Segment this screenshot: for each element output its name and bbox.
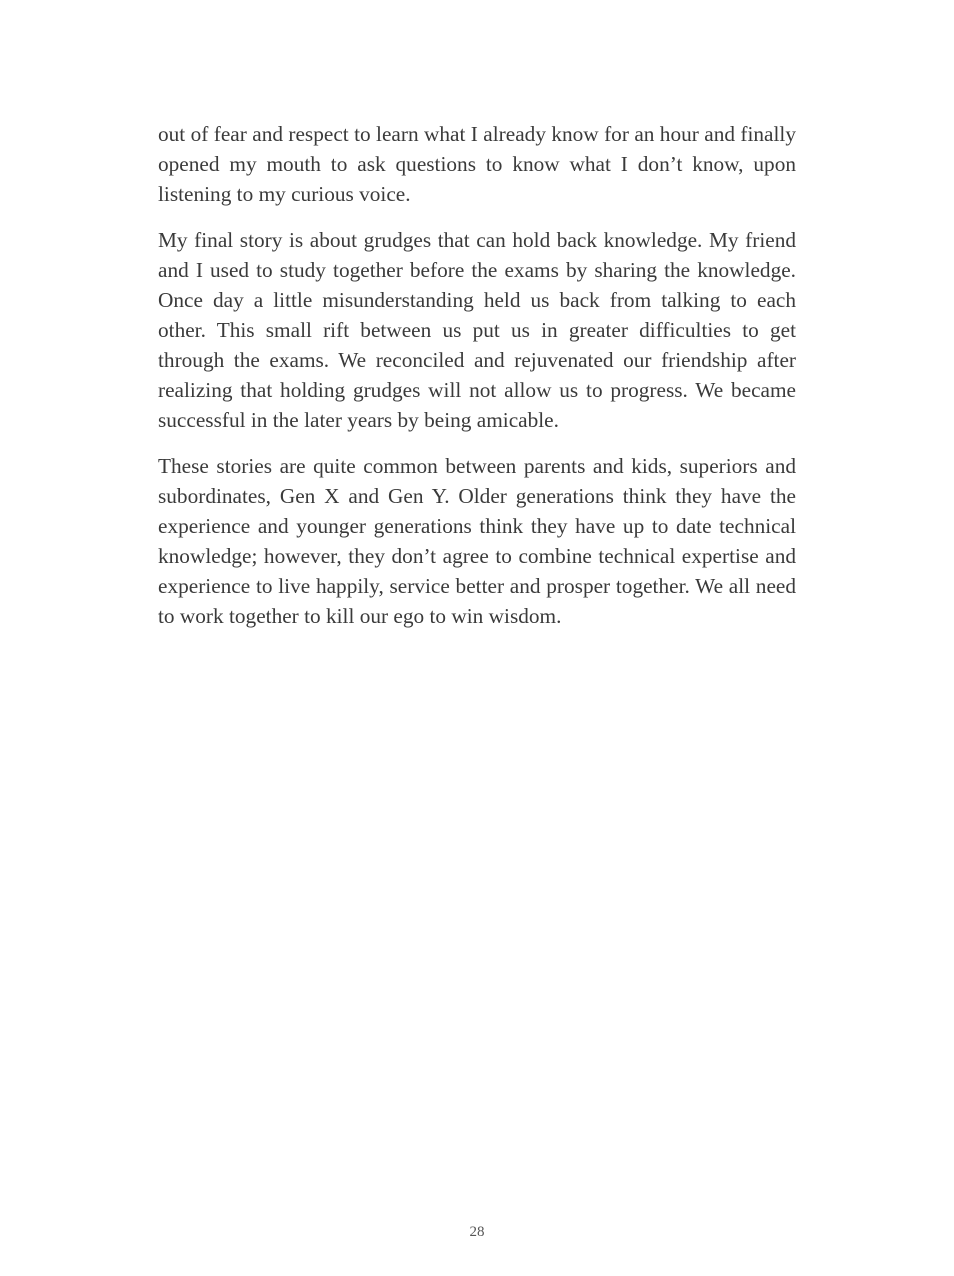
page-number: 28 [469,1224,485,1240]
paragraph-1: out of fear and respect to learn what I already know for an hour and finally opened my mouth to ask questions to know what I don’t know, upon listening to my curious voice. [158,122,796,206]
paragraph-2: My final story is about grudges that can hold back knowledge. My friend and I used to study together before the exams by sharing the knowledge. Once day a little misunderstanding held us back from talking to each other. This small rift between us put us in greater difficulties to get through the exams. We reconciled and rejuvenated our friendship after realizing that holding grudges will not allow us to progress. We became successful in the later years by being amicable. [158,228,796,432]
body-text [158,119,796,647]
paragraph-3: These stories are quite common between parents and kids, superiors and subordinates, Gen X and Gen Y. Older generations think they have the experience and younger generations think they have up to date technical knowledge; however, they don’t agree to combine technical expertise and experience to live happily, service better and prosper together. We all need to work together to kill our ego to win wisdom. [158,454,796,628]
